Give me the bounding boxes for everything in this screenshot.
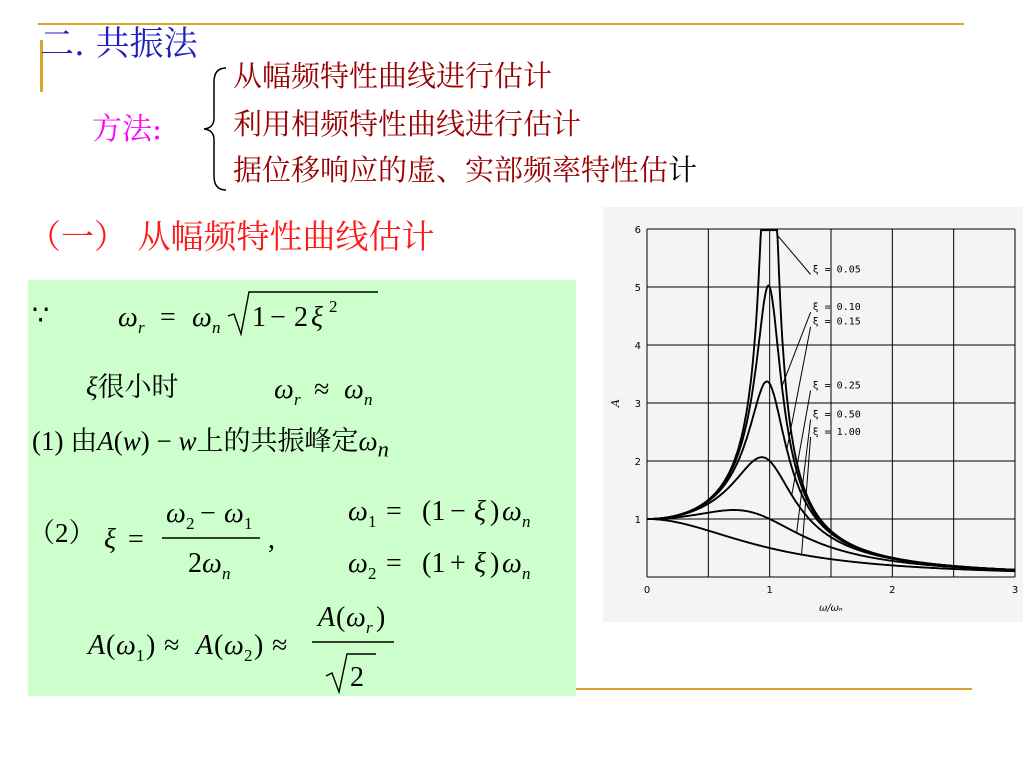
step-1-line: (1) 由A(w) − w上的共振峰定$\omega_n$	[32, 426, 389, 462]
svg-text:1: 1	[136, 646, 145, 665]
svg-text:r: r	[138, 318, 145, 337]
step-1-text-a: 由	[70, 426, 98, 456]
y-tick-label: 2	[634, 457, 641, 468]
svg-text:n: n	[222, 564, 231, 583]
svg-text:−: −	[270, 302, 286, 333]
svg-text:n: n	[212, 318, 221, 337]
step-1-prefix: (1)	[32, 426, 64, 456]
x-tick-label: 2	[889, 585, 896, 596]
svg-text:ω: ω	[166, 498, 186, 529]
svg-text:): )	[254, 630, 264, 661]
svg-text:A: A	[88, 630, 106, 661]
step-2-prefix: （2）	[28, 518, 96, 548]
svg-text:ω: ω	[224, 498, 244, 529]
svg-text:n: n	[364, 390, 373, 409]
chart-grid	[647, 229, 1015, 577]
y-tick-label: 5	[634, 283, 641, 294]
svg-text:2: 2	[329, 297, 338, 316]
svg-text:2: 2	[294, 302, 308, 333]
svg-text:): )	[376, 602, 386, 633]
xi-small-line: ξ很小时	[86, 372, 179, 402]
formula-half-power	[84, 596, 464, 696]
svg-text:(1: (1	[422, 548, 446, 579]
amplitude-frequency-chart	[603, 207, 1023, 622]
svg-text:2: 2	[186, 514, 195, 533]
formula-omega-2	[346, 538, 576, 586]
svg-text:A: A	[318, 602, 336, 633]
method-item-real-imag-text: 据位移响应的虚、实部频率特性估	[233, 153, 669, 187]
x-tick-label: 1	[766, 585, 773, 596]
because-symbol: ∵	[32, 300, 50, 330]
series-label: ξ = 0.05	[812, 264, 861, 276]
series-label: ξ = 0.15	[812, 316, 861, 328]
svg-text:(: (	[214, 630, 224, 661]
svg-text:ξ: ξ	[474, 548, 486, 579]
svg-text:r: r	[366, 618, 373, 637]
series-label: ξ = 1.00	[812, 426, 861, 438]
formula-resonant-frequency	[116, 286, 416, 342]
svg-text:1: 1	[368, 512, 377, 531]
svg-text:): )	[490, 548, 500, 579]
series-label: ξ = 0.10	[812, 302, 861, 314]
method-brace	[200, 64, 230, 194]
chart-svg	[603, 207, 1023, 622]
svg-text:≈: ≈	[314, 374, 330, 405]
x-axis-label: ω/ωₙ	[819, 603, 843, 614]
xi-small-text: 很小时	[97, 372, 179, 402]
svg-text:1: 1	[252, 302, 266, 333]
svg-text:,: ,	[268, 524, 275, 555]
svg-text:≈: ≈	[272, 630, 288, 661]
x-tick-label: 3	[1011, 585, 1019, 596]
svg-text:2: 2	[244, 646, 253, 665]
slide-title: 二. 共振法	[40, 24, 198, 64]
svg-text:ω: ω	[118, 302, 138, 333]
method-item-real-imag	[233, 152, 697, 188]
svg-text:(: (	[106, 630, 116, 661]
method-label: 方法:	[92, 112, 163, 147]
svg-text:ω: ω	[346, 602, 366, 633]
svg-text:=: =	[386, 548, 402, 579]
formula-omega-1	[346, 486, 576, 534]
svg-text:ω: ω	[502, 548, 522, 579]
svg-text:−: −	[450, 496, 466, 527]
svg-text:≈: ≈	[164, 630, 180, 661]
svg-text:2: 2	[368, 564, 377, 583]
svg-text:ω: ω	[348, 548, 368, 579]
svg-text:(1: (1	[422, 496, 446, 527]
x-tick-label: 0	[643, 585, 651, 596]
svg-text:−: −	[200, 498, 216, 529]
svg-text:ω: ω	[202, 548, 222, 579]
svg-text:ω: ω	[116, 630, 136, 661]
svg-text:ξ: ξ	[474, 496, 486, 527]
svg-text:ω: ω	[274, 374, 294, 405]
svg-text:ω: ω	[224, 630, 244, 661]
formula-approx-resonance	[272, 366, 402, 410]
y-tick-label: 4	[634, 341, 641, 352]
svg-text:+: +	[450, 548, 466, 579]
svg-text:=: =	[386, 496, 402, 527]
svg-text:): )	[146, 630, 156, 661]
series-label: ξ = 0.25	[812, 380, 861, 392]
svg-text:ξ: ξ	[104, 524, 116, 555]
svg-text:n: n	[522, 564, 531, 583]
svg-text:ω: ω	[344, 374, 364, 405]
svg-text:): )	[490, 496, 500, 527]
svg-text:ω: ω	[348, 496, 368, 527]
svg-text:r: r	[294, 390, 301, 409]
method-item-real-imag-tail: 计	[668, 153, 698, 187]
svg-text:(: (	[336, 602, 346, 633]
svg-text:ω: ω	[192, 302, 212, 333]
svg-text:ξ: ξ	[311, 302, 323, 333]
y-tick-label: 6	[634, 225, 641, 236]
svg-text:ω: ω	[502, 496, 522, 527]
svg-text:A: A	[196, 630, 214, 661]
svg-text:=: =	[128, 524, 144, 555]
y-tick-label: 3	[634, 399, 641, 410]
svg-text:=: =	[160, 302, 176, 333]
svg-text:1: 1	[244, 514, 253, 533]
method-item-phase: 利用相频特性曲线进行估计	[233, 107, 582, 141]
series-leader-line	[777, 235, 811, 275]
section-subheading: （一） 从幅频特性曲线估计	[28, 217, 435, 256]
svg-text:n: n	[522, 512, 531, 531]
bottom-rule	[576, 688, 972, 690]
y-tick-label: 1	[634, 515, 641, 526]
series-label: ξ = 0.50	[812, 409, 861, 421]
method-item-amplitude: 从幅频特性曲线进行估计	[233, 59, 553, 93]
formula-damping-ratio	[100, 486, 310, 586]
y-axis-label: A	[609, 399, 622, 407]
svg-text:2: 2	[350, 662, 364, 693]
step-1-text-b: 上的共振峰定	[196, 426, 359, 456]
formula-box	[28, 280, 576, 696]
svg-text:2: 2	[188, 548, 202, 579]
